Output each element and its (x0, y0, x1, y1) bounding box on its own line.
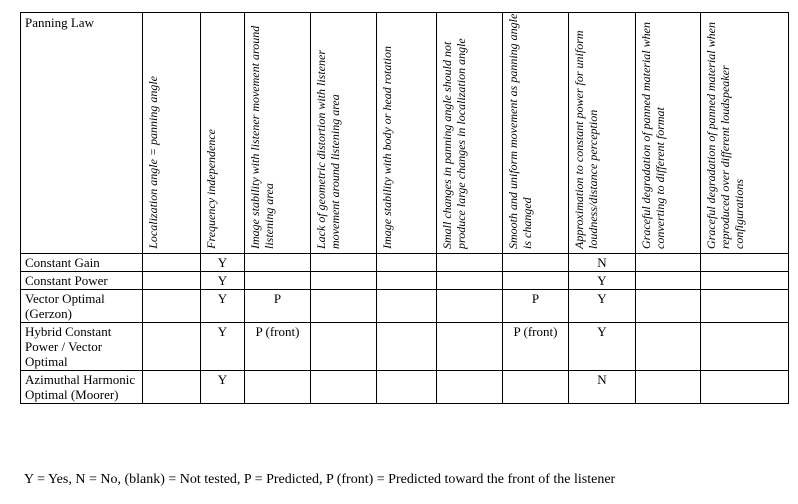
table-cell: P (245, 290, 311, 323)
criterion-label: Lack of geometric distortion with listener movement around listening area (314, 50, 342, 249)
table-cell: N (569, 254, 636, 272)
table-cell (143, 254, 201, 272)
table-row (21, 323, 789, 371)
table-cell (377, 254, 437, 272)
criterion-header (311, 13, 377, 254)
row-label: Hybrid Constant Power / Vector Optimal (21, 323, 143, 371)
table-cell (503, 371, 569, 404)
table-cell (636, 323, 701, 371)
corner-label: Panning Law (21, 13, 143, 254)
table-cell (245, 272, 311, 290)
criterion-header (245, 13, 311, 254)
table-cell: P (503, 290, 569, 323)
table-cell (377, 371, 437, 404)
row-label: Constant Power (21, 272, 143, 290)
criterion-header (636, 13, 701, 254)
criterion-header (377, 13, 437, 254)
table-cell (437, 371, 503, 404)
table-cell (377, 272, 437, 290)
header-row (21, 13, 789, 254)
table-cell: Y (569, 323, 636, 371)
table-cell (311, 371, 377, 404)
table-cell (503, 272, 569, 290)
criterion-label: Approximation to constant power for uniform loudness/distance perception (572, 30, 600, 249)
table-cell (143, 272, 201, 290)
panning-law-table (20, 12, 789, 404)
table-cell (437, 272, 503, 290)
table-cell: Y (201, 323, 245, 371)
criterion-header (143, 13, 201, 254)
table-cell (636, 254, 701, 272)
table-cell (245, 254, 311, 272)
criterion-label: Small changes in panning angle should not produce large changes in localization angle (440, 38, 468, 249)
table-cell (143, 323, 201, 371)
table-cell (377, 323, 437, 371)
row-label: Constant Gain (21, 254, 143, 272)
table-cell (701, 323, 789, 371)
table-cell (377, 290, 437, 323)
table-cell (636, 272, 701, 290)
table-cell: Y (201, 371, 245, 404)
table-cell (701, 371, 789, 404)
table-cell (245, 371, 311, 404)
table-cell: N (569, 371, 636, 404)
table-row (21, 272, 789, 290)
criterion-label: Image stability with listener movement around listening area (248, 25, 276, 249)
table-cell (311, 272, 377, 290)
criterion-header (437, 13, 503, 254)
criterion-label: Smooth and uniform movement as panning angle is changed (506, 13, 534, 249)
table-cell (311, 290, 377, 323)
table-cell (701, 272, 789, 290)
table-row (21, 254, 789, 272)
table-cell (143, 371, 201, 404)
table-cell: Y (201, 254, 245, 272)
table-cell: Y (569, 290, 636, 323)
row-label: Azimuthal Harmonic Optimal (Moorer) (21, 371, 143, 404)
table-cell (143, 290, 201, 323)
criterion-header (503, 13, 569, 254)
table-footnote: Y = Yes, N = No, (blank) = Not tested, P = Predicted, P (front) = Predicted toward the front of the listener (24, 472, 616, 487)
table-cell (503, 254, 569, 272)
criterion-label: Graceful degradation of panned material when reproduced over different loudspeaker configurations (704, 22, 746, 249)
table-cell: Y (569, 272, 636, 290)
table-cell: Y (201, 290, 245, 323)
table-cell (437, 290, 503, 323)
criterion-label: Image stability with body or head rotation (380, 46, 394, 249)
table-cell (636, 371, 701, 404)
table-cell: Y (201, 272, 245, 290)
table-container (20, 12, 789, 404)
table-cell (437, 323, 503, 371)
criterion-header (569, 13, 636, 254)
table-row (21, 371, 789, 404)
table-cell (636, 290, 701, 323)
criterion-label: Graceful degradation of panned material when converting to different format (639, 22, 667, 249)
table-cell (437, 254, 503, 272)
criterion-label: Frequency independence (204, 129, 218, 249)
criterion-header (201, 13, 245, 254)
table-cell: P (front) (503, 323, 569, 371)
table-row (21, 290, 789, 323)
row-label: Vector Optimal (Gerzon) (21, 290, 143, 323)
table-cell (701, 254, 789, 272)
table-cell: P (front) (245, 323, 311, 371)
criterion-label: Localization angle = panning angle (146, 76, 160, 249)
table-cell (311, 323, 377, 371)
table-cell (311, 254, 377, 272)
criterion-header (701, 13, 789, 254)
table-cell (701, 290, 789, 323)
